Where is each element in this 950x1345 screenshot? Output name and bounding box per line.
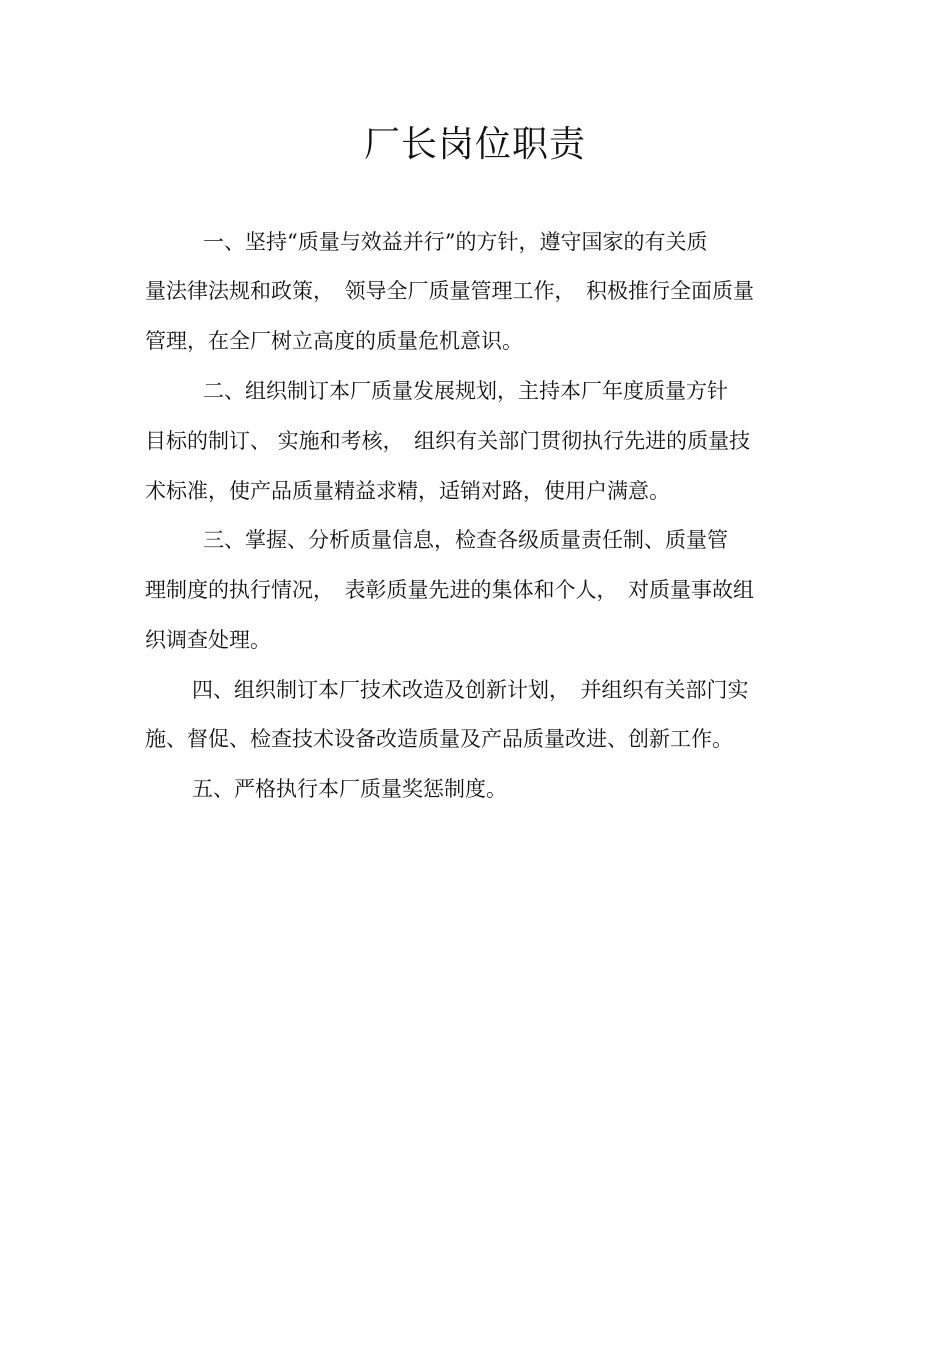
paragraph-3-line-1: 三、掌握、分析质量信息，检查各级质量责任制、质量管 xyxy=(203,528,728,552)
paragraph-1-line-3: 管理，在全厂树立高度的质量危机意识。 xyxy=(145,329,523,353)
paragraph-4-line-1: 四、组织制订本厂技术改造及创新计划， 并组织有关部门实 xyxy=(192,678,749,702)
paragraph-2-line-2: 目标的制订、 实施和考核， 组织有关部门贯彻执行先进的质量技 xyxy=(145,429,751,453)
paragraph-2-line-1: 二、组织制订本厂质量发展规划，主持本厂年度质量方针 xyxy=(203,379,728,403)
paragraph-2-line-3: 术标准，使产品质量精益求精，适销对路，使用户满意。 xyxy=(145,479,670,503)
paragraph-1-line-2: 量法律法规和政策， 领导全厂质量管理工作， 积极推行全面质量 xyxy=(145,279,754,303)
paragraph-4-line-2: 施、督促、检查技术设备改造质量及产品质量改进、创新工作。 xyxy=(145,727,733,751)
document-title: 厂长岗位职责 xyxy=(363,124,586,165)
paragraph-1-line-1: 一、坚持“质量与效益并行”的方针，遵守国家的有关质 xyxy=(203,230,708,254)
paragraph-5-line-1: 五、严格执行本厂质量奖惩制度。 xyxy=(192,777,507,801)
paragraph-3-line-2: 理制度的执行情况， 表彰质量先进的集体和个人， 对质量事故组 xyxy=(145,578,754,602)
paragraph-3-line-3: 织调查处理。 xyxy=(145,628,271,652)
